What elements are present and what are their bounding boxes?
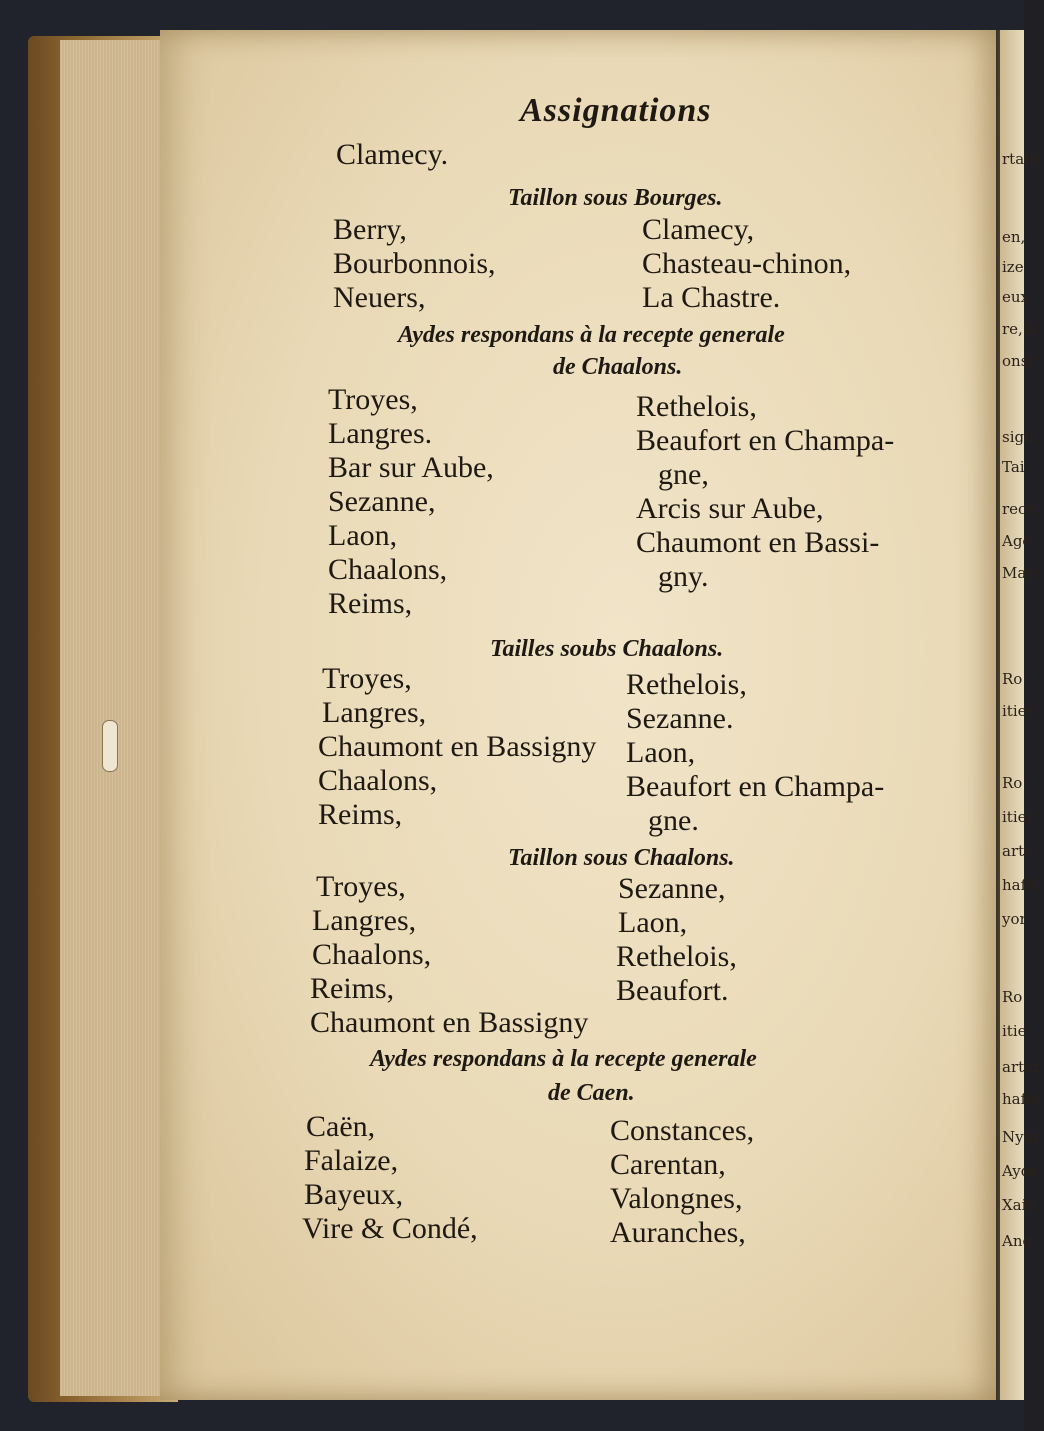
facing-fragment: arte [1002, 842, 1034, 860]
facing-fragment: hafte [1002, 1090, 1042, 1108]
place-name: Beaufort. [616, 974, 729, 1007]
facing-fragment: en, [1002, 228, 1026, 246]
section-title: Tailles soubs Chaalons. [490, 636, 724, 662]
facing-fragment: onst [1002, 352, 1035, 370]
facing-fragment: re,& [1002, 320, 1037, 338]
facing-fragment: May [1002, 564, 1035, 582]
place-name: Valongnes, [610, 1182, 743, 1215]
facing-fragment: yor, [1002, 910, 1030, 928]
place-name: Laon, [626, 736, 696, 769]
running-header: Assignations [520, 92, 712, 129]
place-name: gne. [648, 804, 699, 837]
lead-line: Clamecy. [336, 138, 449, 171]
place-name: Laon, [618, 906, 688, 939]
facing-fragment: Age [1002, 532, 1032, 550]
place-name: Laon, [328, 519, 398, 552]
facing-fragment: arter [1002, 1058, 1041, 1076]
facing-page-strip [1000, 30, 1044, 1400]
place-name: Reims, [328, 587, 413, 620]
facing-fragment: Ayde [1002, 1162, 1040, 1180]
place-name: Sezanne. [626, 702, 734, 735]
place-name: Chaalons, [318, 764, 438, 797]
page-paper [160, 30, 996, 1400]
place-name: Rethelois, [636, 390, 757, 423]
facing-fragment: Ro [1002, 670, 1023, 688]
place-name: Bayeux, [304, 1178, 404, 1211]
place-name: Troyes, [322, 662, 412, 695]
place-name: Beaufort en Champa- [626, 770, 885, 803]
facing-fragment: Tai [1002, 458, 1025, 476]
section-title: de Caen. [548, 1080, 635, 1106]
section-title: Aydes respondans à la recepte generale [370, 1046, 757, 1072]
place-name: Troyes, [316, 870, 406, 903]
place-name: Auranches, [610, 1216, 746, 1249]
facing-fragment: hafti [1002, 876, 1037, 894]
place-name: Sezanne, [618, 872, 726, 905]
place-name: Falaize, [304, 1144, 399, 1177]
facing-fragment: ize, [1002, 258, 1029, 276]
place-name: Clamecy, [642, 213, 755, 246]
place-name: Berry, [333, 213, 407, 246]
place-name: Chaumont en Bassigny [310, 1006, 589, 1039]
facing-fragment: rece [1002, 500, 1036, 518]
facing-fragment: sign [1002, 428, 1034, 446]
place-name: Langres, [322, 696, 427, 729]
place-name: Caën, [306, 1110, 376, 1143]
section-title: Taillon sous Bourges. [508, 185, 723, 211]
section-title: Taillon sous Chaalons. [508, 845, 735, 871]
place-name: Constances, [610, 1114, 755, 1147]
binding-clip [102, 720, 118, 772]
place-name: Langres. [328, 417, 433, 450]
facing-fragment: itie [1002, 1022, 1027, 1040]
facing-fragment: eux [1002, 288, 1029, 306]
place-name: Beaufort en Champa- [636, 424, 895, 457]
facing-fragment: Nyur, [1002, 1128, 1044, 1146]
place-name: Bar sur Aube, [328, 451, 494, 484]
place-name: Chaumont en Bassi- [636, 526, 880, 559]
facing-fragment: itier [1002, 702, 1034, 720]
facing-fragment: Xain [1002, 1196, 1037, 1214]
facing-fragment: rtain [1002, 150, 1039, 168]
place-name: Chaalons, [328, 553, 448, 586]
place-name: Vire & Condé, [302, 1212, 478, 1245]
facing-fragment: Ang [1002, 1232, 1033, 1250]
place-name: Neuers, [333, 281, 426, 314]
section-title: Aydes respondans à la recepte generale [398, 322, 785, 348]
place-name: Carentan, [610, 1148, 726, 1181]
place-name: Chasteau-chinon, [642, 247, 852, 280]
place-name: Chaumont en Bassigny [318, 730, 597, 763]
place-name: Bourbonnois, [333, 247, 496, 280]
section-title: de Chaalons. [553, 354, 683, 380]
place-name: Troyes, [328, 383, 418, 416]
place-name: Arcis sur Aube, [636, 492, 824, 525]
place-name: Rethelois, [626, 668, 747, 701]
place-name: Reims, [310, 972, 395, 1005]
place-name: gny. [658, 560, 709, 593]
facing-fragment: itier [1002, 808, 1034, 826]
place-name: Langres, [312, 904, 417, 937]
place-name: Rethelois, [616, 940, 737, 973]
place-name: Sezanne, [328, 485, 436, 518]
facing-fragment: Ro [1002, 988, 1023, 1006]
place-name: La Chastre. [642, 281, 781, 314]
place-name: gne, [658, 458, 709, 491]
place-name: Chaalons, [312, 938, 432, 971]
place-name: Reims, [318, 798, 403, 831]
facing-fragment: Ro [1002, 774, 1023, 792]
